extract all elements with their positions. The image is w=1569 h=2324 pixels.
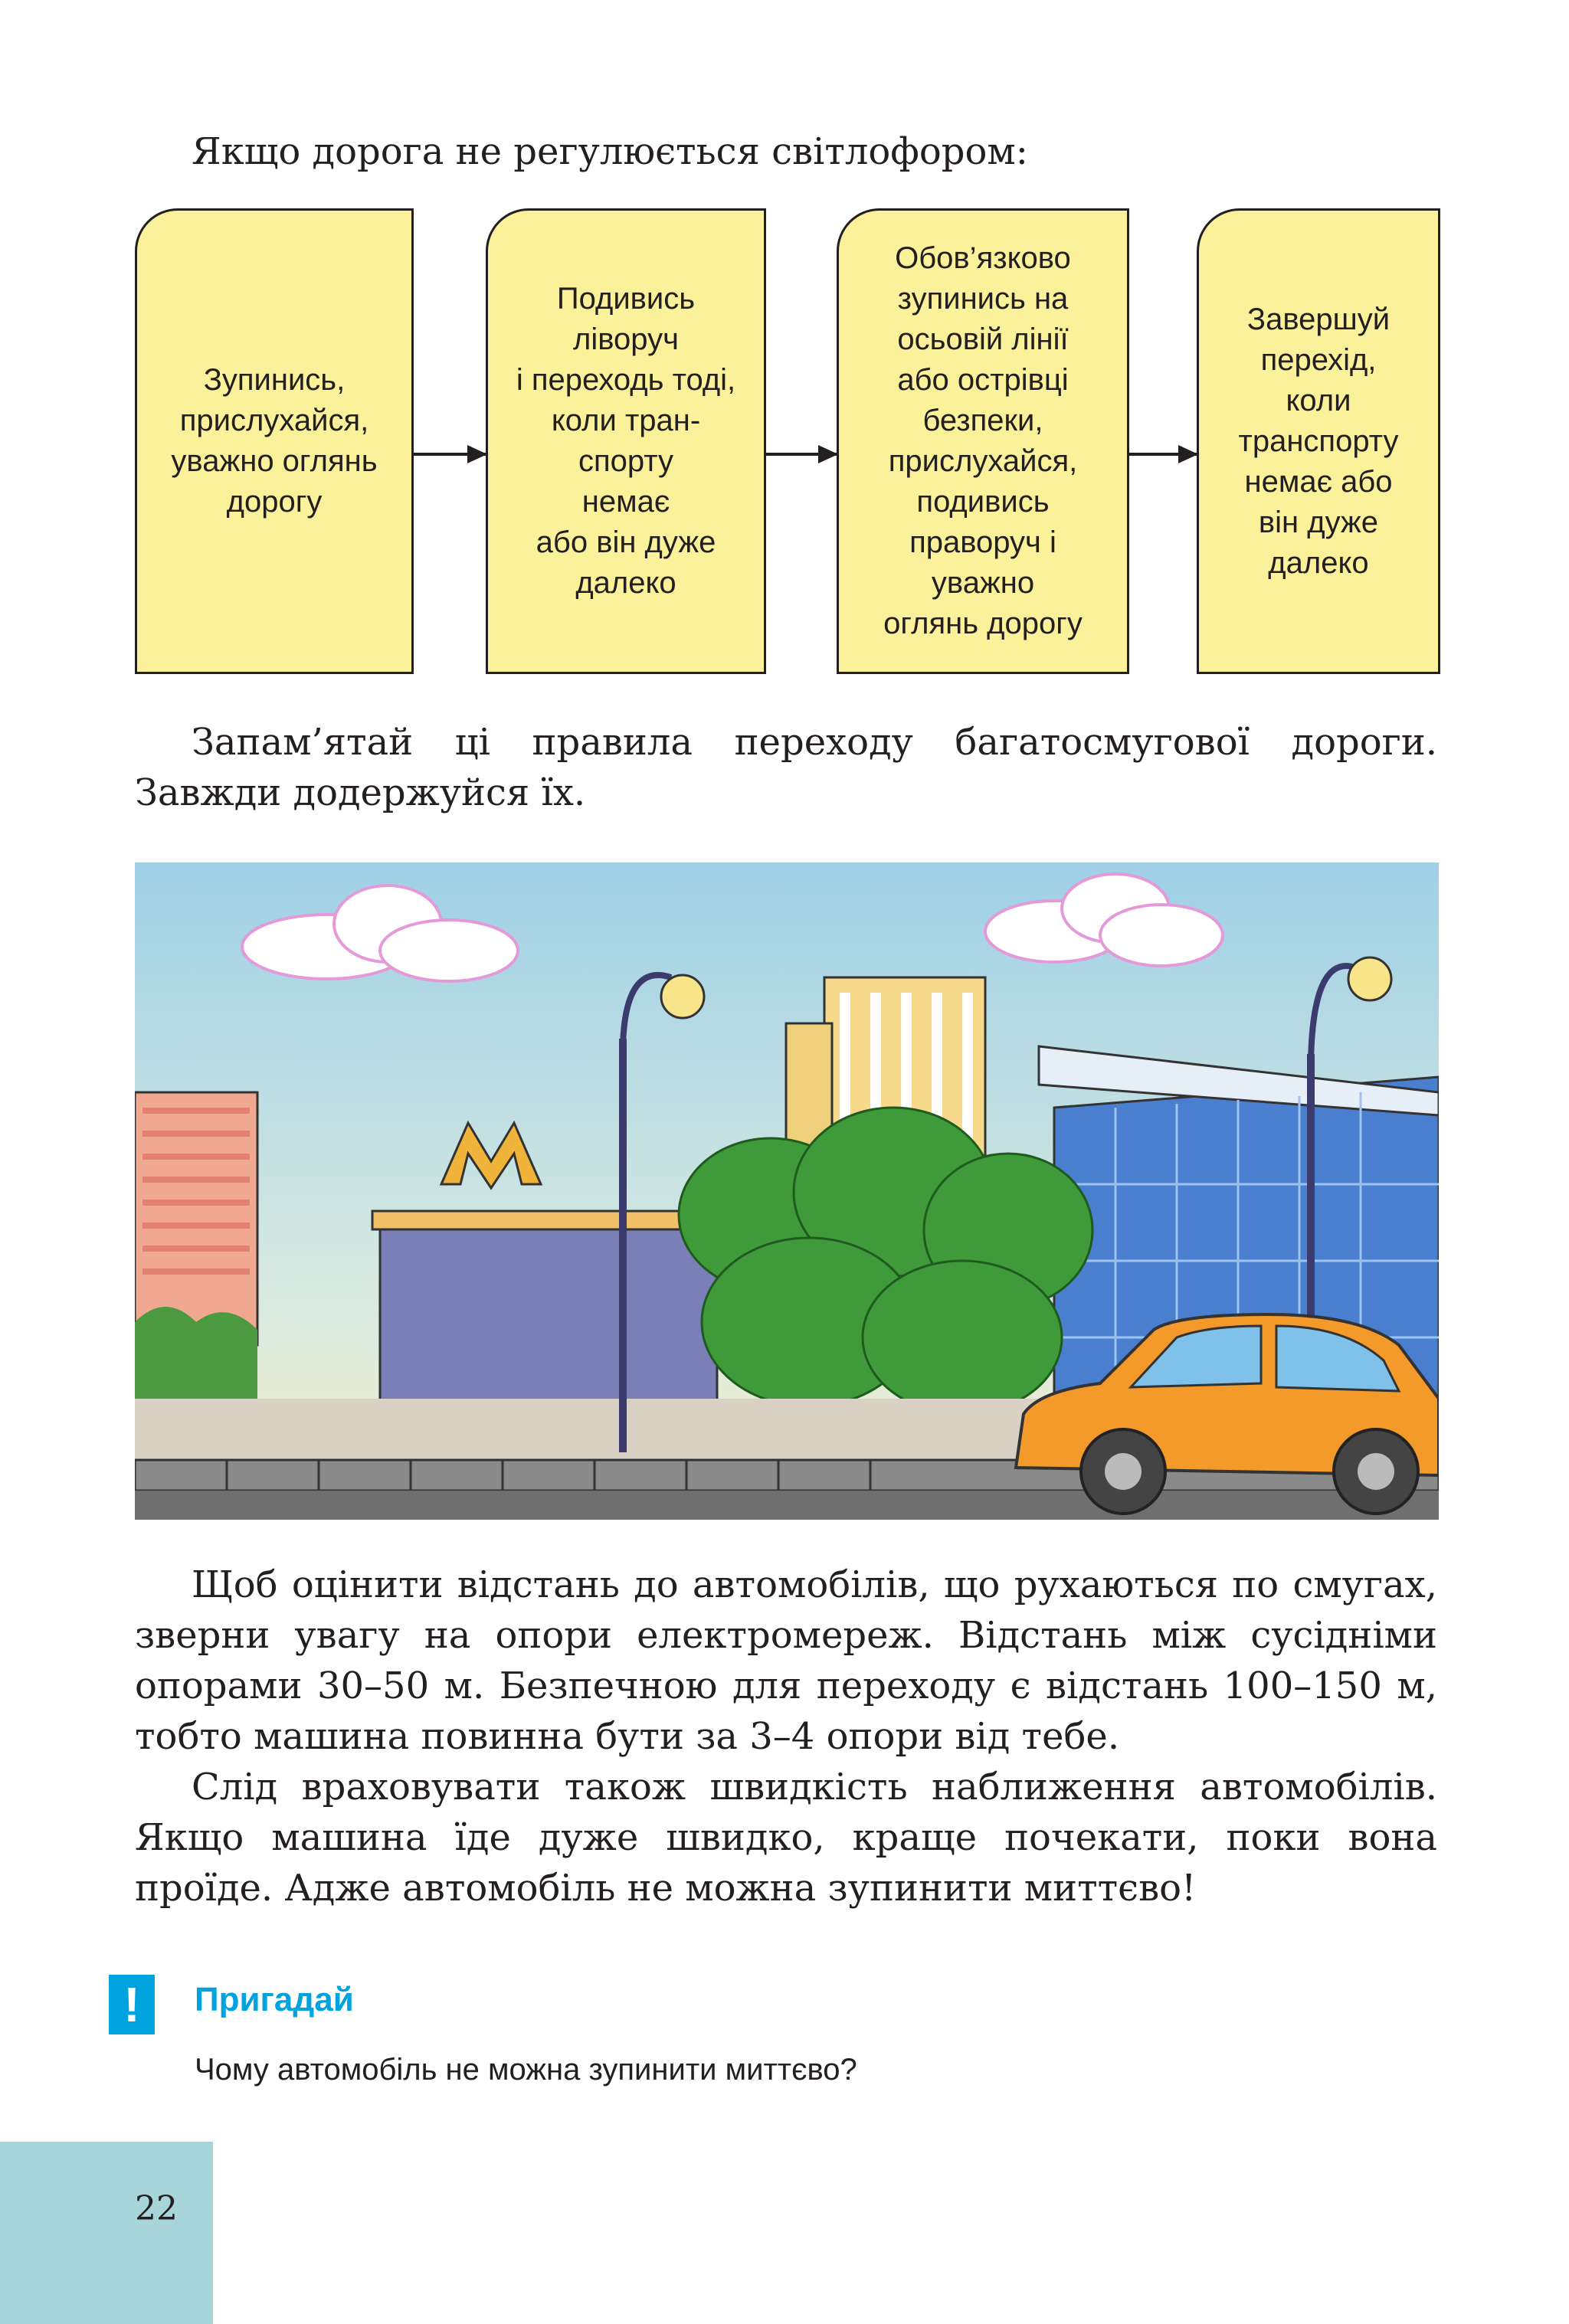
- remind-title: Пригадай: [195, 1981, 354, 2018]
- speed-paragraph: [135, 1762, 1437, 1913]
- flow-step-4: Завершуй перехід, коли транспорту немає або він дуже далеко: [1197, 208, 1440, 674]
- exclamation-icon: !: [109, 1975, 155, 2034]
- intro-text: Якщо дорога не регулюється світлофором:: [192, 130, 1028, 173]
- remember-text: Запам’ятай ці правила переходу багатосмугової дороги. Завжди додержуйся їх.: [135, 721, 1437, 814]
- left-building: [135, 1092, 257, 1345]
- flow-arrow-1: [414, 453, 486, 456]
- speed-text: Слід враховувати також швидкість наближення автомобілів. Якщо машина їде дуже швидко, краще почекати, поки вона проїде. Адже автомобіль не можна зупинити миттєво!: [135, 1766, 1437, 1910]
- flow-step-3: Обов’язково зупинись на осьовій лінії або острівці безпеки, прислухайся, подивись праворуч і уважно оглянь дорогу: [837, 208, 1129, 674]
- page-number: 22: [135, 2189, 178, 2228]
- flow-arrow-2: [766, 453, 837, 456]
- distance-paragraph: [135, 1560, 1437, 1762]
- remember-paragraph: [135, 717, 1437, 818]
- distance-text: Щоб оцінити відстань до автомобілів, що рухаються по смугах, зверни увагу на опори електромереж. Відстань між сусідніми опорами 30–50 м. Безпечною для переходу є відстань 100–150 м, тобто машина повинна бути за 3–4 опори від тебе.: [135, 1563, 1437, 1758]
- page-corner-tab: [0, 2142, 213, 2324]
- remind-question: Чому автомобіль не можна зупинити миттєво?: [195, 2053, 857, 2087]
- metro-station: [380, 1223, 717, 1406]
- flow-step-2: Подивись ліворуч і переходь тоді, коли тран- спорту немає або він дуже далеко: [486, 208, 766, 674]
- street-illustration: [135, 862, 1439, 1520]
- flow-step-1: Зупинись, прислухайся, уважно оглянь дорогу: [135, 208, 414, 674]
- flow-arrow-3: [1129, 453, 1197, 456]
